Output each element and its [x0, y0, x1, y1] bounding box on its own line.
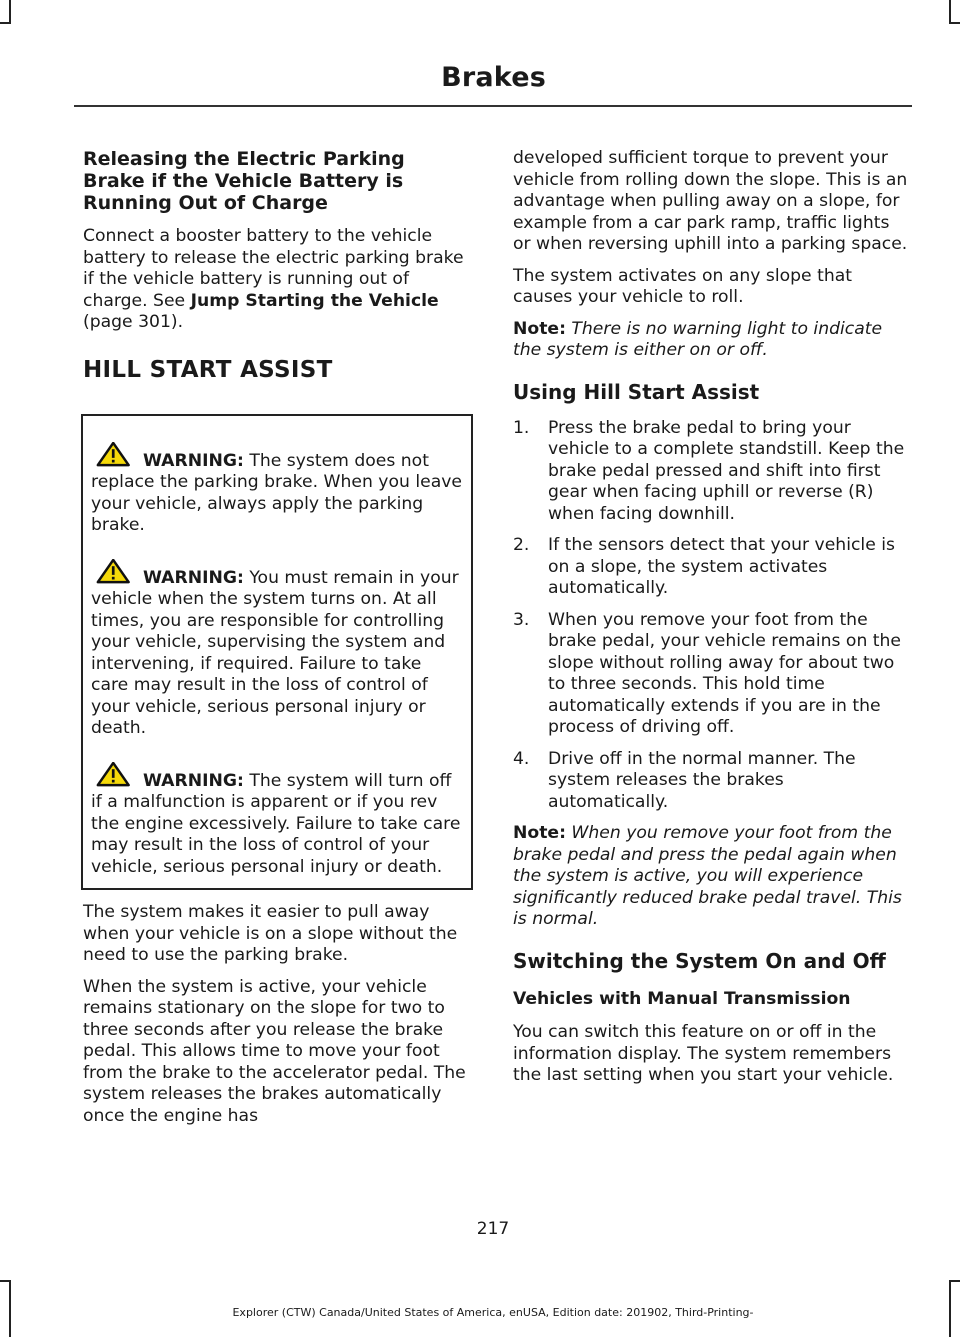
booster-text: Connect a booster battery to the vehicle battery to release the electric parking brake if the vehicle battery is running out of charge. See — [83, 226, 464, 311]
crop-mark — [949, 22, 960, 24]
warning-label: WARNING: — [143, 450, 244, 471]
paragraph-active: When the system is active, your vehicle remains stationary on the slope for two to three seconds after you release the brake pedal. This allows time to move your foot from the brake to the accelerator pedal. The system releases the brakes automatically once the engine has — [83, 976, 466, 1126]
crop-mark — [0, 1280, 11, 1282]
note-label: Note: — [513, 318, 566, 339]
step-number: 3. — [513, 609, 530, 630]
section-title: Brakes — [441, 62, 546, 93]
warning-label: WARNING: — [143, 567, 244, 588]
step-number: 2. — [513, 535, 530, 555]
warning-triangle-icon — [95, 442, 143, 467]
warning-label: WARNING: — [143, 770, 244, 791]
warning-text: The system does not replace the parking brake. When you leave your vehicle, always apply the parking brake. — [91, 450, 462, 535]
footer-edition: Explorer (CTW) Canada/United States of America, enUSA, Edition date: 201902, Third-Printing- — [232, 1306, 754, 1319]
heading-using-hill-start-assist: Using Hill Start Assist — [513, 379, 760, 404]
paragraph-switch: You can switch this feature on or off in the information display. The system remembers the last setting when you start your vehicle. — [513, 1022, 894, 1085]
step-number: 4. — [513, 748, 530, 769]
steps-list — [513, 418, 908, 814]
step-number: 1. — [513, 417, 530, 438]
paragraph-easier: The system makes it easier to pull away when your vehicle is on a slope without the need to use the parking brake. — [83, 902, 458, 965]
warning-box — [81, 414, 473, 891]
link-jump-starting[interactable]: Jump Starting the Vehicle — [190, 290, 439, 311]
warning-triangle-icon — [95, 559, 143, 584]
note-text: When you remove your foot from the brake pedal and press the pedal again when the system is active, you will experience significantly reduced brake pedal travel. This is normal. — [513, 823, 902, 929]
paragraph-activates: The system activates on any slope that causes your vehicle to roll. — [513, 265, 852, 307]
crop-mark — [949, 1280, 960, 1282]
list-item — [513, 610, 908, 739]
header-divider — [74, 105, 912, 107]
crop-mark — [0, 22, 11, 24]
list-item — [513, 535, 908, 600]
page-number: 217 — [476, 1219, 510, 1239]
note-label: Note: — [513, 823, 566, 843]
note-reduced-travel — [513, 823, 908, 931]
left-column — [83, 148, 473, 1137]
warning-item — [91, 762, 463, 879]
warning-text: You must remain in your vehicle when the system turns on. At all times, you are responsible for controlling your vehicle, supervising the system and intervening, if required. Failure to take care may result in the loss of control of your vehicle, serious personal injury or death. — [91, 567, 459, 738]
heading-manual-transmission: Vehicles with Manual Transmission — [513, 988, 851, 1009]
heading-switching-system: Switching the System On and Off — [513, 948, 886, 973]
step-text: Drive off in the normal manner. The system releases the brakes automatically. — [548, 748, 856, 812]
warning-item — [91, 442, 463, 537]
note-no-warning-light — [513, 319, 908, 362]
paragraph-continued: developed sufficient torque to prevent your vehicle from rolling down the slope. This is an advantage when pulling away on a slope, for example from a car park ramp, traffic lights or when reversing uphill into a parking space. — [513, 148, 908, 254]
heading-releasing-brake: Releasing the Electric Parking Brake if the Vehicle Battery is Running Out of Charge — [83, 148, 405, 214]
paragraph-booster — [83, 226, 473, 334]
page-reference: (page 301). — [83, 312, 184, 332]
right-column — [513, 148, 908, 1097]
step-text: When you remove your foot from the brake pedal, your vehicle remains on the slope without rolling away for about two to three seconds. This hold time automatically extends if you are in the process of driving off. — [548, 609, 902, 737]
step-text: If the sensors detect that your vehicle is on a slope, the system activates automatically. — [548, 535, 895, 598]
warning-item — [91, 559, 463, 740]
step-text: Press the brake pedal to bring your vehicle to a complete standstill. Keep the brake pedal pressed and shift into first gear when facing uphill or reverse (R) when facing downhill. — [548, 417, 905, 524]
warning-triangle-icon — [95, 762, 143, 787]
crop-mark — [9, 0, 11, 24]
note-text: There is no warning light to indicate the system is either on or off. — [513, 318, 883, 360]
warning-text: The system will turn off if a malfunction is apparent or if you rev the engine excessively. Failure to take care may result in the loss of control of your vehicle, serious personal injury or death. — [91, 770, 461, 877]
list-item — [513, 418, 908, 526]
crop-mark — [949, 0, 951, 24]
heading-hill-start-assist: HILL START ASSIST — [83, 356, 333, 383]
list-item — [513, 749, 908, 814]
